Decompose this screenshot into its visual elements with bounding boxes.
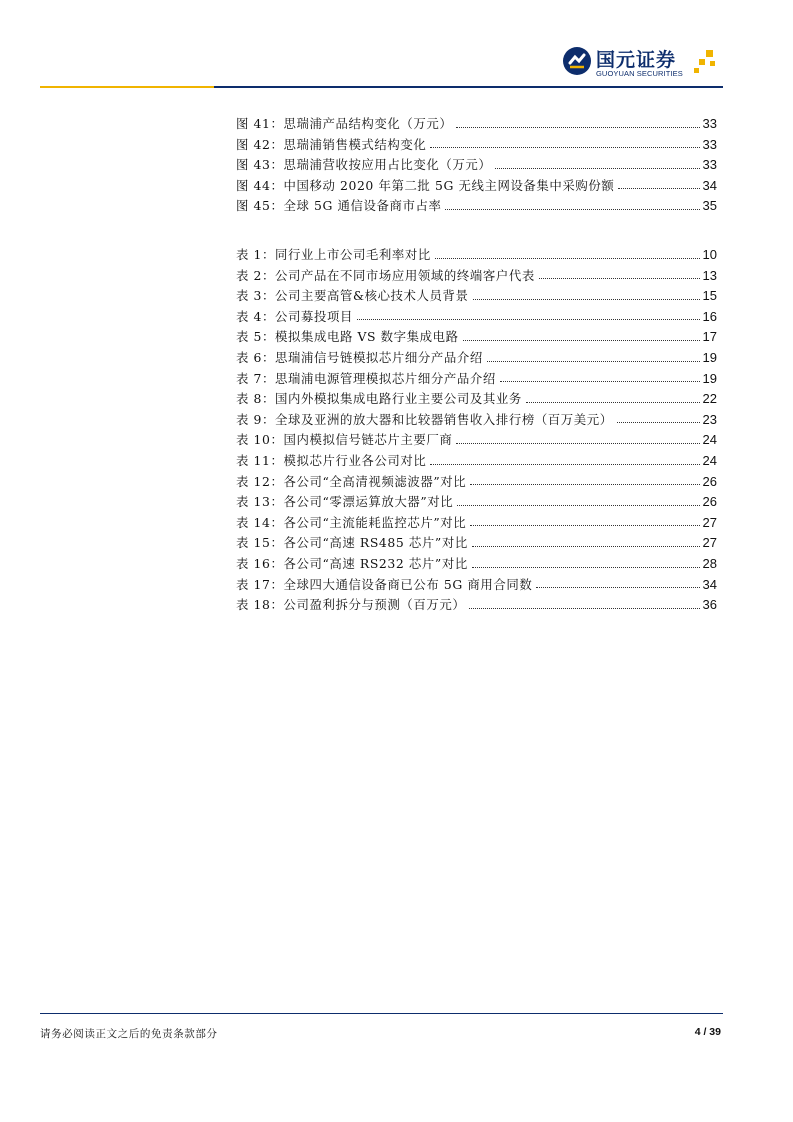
table-entry-label: 表 7：思瑞浦电源管理模拟芯片细分产品介绍 [236, 370, 496, 386]
guoyuan-logo-icon [562, 46, 592, 76]
table-entry[interactable] [236, 348, 717, 369]
dot-leader [456, 126, 699, 128]
table-entry[interactable] [236, 410, 717, 431]
footer-rule [40, 1013, 723, 1014]
figure-entry-page: 33 [702, 157, 717, 173]
table-entry[interactable] [236, 554, 717, 575]
dot-leader [500, 380, 700, 382]
table-entry[interactable] [236, 307, 717, 328]
table-list [236, 245, 717, 616]
table-entry-page: 23 [702, 411, 717, 427]
table-entry[interactable] [236, 286, 717, 307]
table-entry-label: 表 16：各公司“高速 RS232 芯片”对比 [236, 555, 468, 571]
figure-entry-label: 图 42：思瑞浦销售模式结构变化 [236, 136, 427, 152]
table-entry[interactable] [236, 472, 717, 493]
logo-chinese-name: 国元证券 [596, 49, 677, 71]
table-entry-page: 10 [702, 247, 717, 262]
figure-entry[interactable] [236, 196, 717, 217]
table-entry-label: 表 12：各公司“全高清视频滤波器”对比 [236, 473, 467, 489]
table-entry-label: 表 1：同行业上市公司毛利率对比 [236, 247, 431, 262]
table-entry[interactable] [236, 513, 717, 534]
table-entry-page: 28 [702, 555, 717, 571]
dot-leader [469, 607, 699, 609]
table-entry-page: 16 [702, 308, 717, 324]
dot-leader [539, 277, 700, 279]
figure-entry[interactable] [236, 176, 717, 197]
table-entry-page: 34 [702, 576, 717, 592]
figure-entry[interactable] [236, 155, 717, 176]
table-entry-page: 36 [702, 597, 717, 613]
table-entry-label: 表 17：全球四大通信设备商已公布 5G 商用合同数 [236, 576, 533, 592]
figure-entry[interactable] [236, 114, 717, 135]
dot-leader [445, 208, 699, 210]
figure-entry-label: 图 44：中国移动 2020 年第二批 5G 无线主网设备集中采购份额 [236, 177, 615, 193]
dot-leader [357, 318, 700, 320]
table-entry[interactable] [236, 430, 717, 451]
logo-english-name: GUOYUAN SECURITIES [596, 69, 683, 78]
table-entry-page: 27 [702, 514, 717, 530]
table-entry-label: 表 4：公司募投项目 [236, 308, 353, 324]
dot-leader [472, 545, 700, 547]
dot-leader [430, 463, 699, 465]
table-entry-label: 表 5：模拟集成电路 VS 数字集成电路 [236, 329, 459, 345]
figure-entry-page: 33 [702, 116, 717, 131]
page-number: 4 / 39 [694, 1026, 721, 1038]
dot-leader [618, 187, 699, 189]
header-rule-gold [40, 86, 214, 88]
table-entry-label: 表 13：各公司“零漂运算放大器”对比 [236, 494, 454, 510]
dot-leader [463, 339, 700, 341]
table-entry-label: 表 15：各公司“高速 RS485 芯片”对比 [236, 535, 468, 551]
dot-leader [536, 586, 699, 588]
table-entry-label: 表 14：各公司“主流能耗监控芯片”对比 [236, 514, 467, 530]
table-entry[interactable] [236, 266, 717, 287]
table-entry[interactable] [236, 492, 717, 513]
dot-leader [470, 524, 699, 526]
table-entry-page: 13 [702, 267, 717, 283]
figure-entry-label: 图 43：思瑞浦营收按应用占比变化（万元） [236, 157, 492, 173]
footer-disclaimer: 请务必阅读正文之后的免责条款部分 [40, 1028, 218, 1040]
dot-leader [495, 167, 699, 169]
table-entry-label: 表 6：思瑞浦信号链模拟芯片细分产品介绍 [236, 349, 483, 365]
table-entry-label: 表 8：国内外模拟集成电路行业主要公司及其业务 [236, 391, 522, 407]
figure-entry[interactable] [236, 135, 717, 156]
table-entry[interactable] [236, 245, 717, 266]
dot-leader [470, 483, 699, 485]
table-entry[interactable] [236, 451, 717, 472]
table-entry-page: 15 [702, 288, 717, 304]
dot-leader [473, 298, 700, 300]
figure-entry-page: 33 [702, 136, 717, 152]
company-logo [562, 44, 732, 80]
dot-leader [526, 401, 700, 403]
table-entry-page: 26 [702, 494, 717, 510]
table-entry-label: 表 11：模拟芯片行业各公司对比 [236, 452, 427, 468]
table-entry-page: 27 [702, 535, 717, 551]
table-entry-page: 24 [702, 452, 717, 468]
table-entry-label: 表 18：公司盈利拆分与预测（百万元） [236, 597, 466, 613]
dot-leader [456, 442, 699, 444]
header-rule-navy [214, 86, 723, 88]
dot-leader [472, 566, 700, 568]
dot-leader [617, 421, 700, 423]
dot-leader [435, 257, 700, 259]
figure-entry-label: 图 45：全球 5G 通信设备商市占率 [236, 198, 442, 214]
table-entry[interactable] [236, 575, 717, 596]
figure-entry-label: 图 41：思瑞浦产品结构变化（万元） [236, 116, 453, 131]
dot-leader [457, 504, 699, 506]
table-entry-page: 26 [702, 473, 717, 489]
figure-entry-page: 34 [702, 177, 717, 193]
dot-leader [430, 146, 699, 148]
table-entry-label: 表 2：公司产品在不同市场应用领域的终端客户代表 [236, 267, 535, 283]
table-entry-page: 19 [702, 370, 717, 386]
dot-leader [487, 360, 700, 362]
table-entry[interactable] [236, 533, 717, 554]
table-entry-label: 表 9：全球及亚洲的放大器和比较器销售收入排行榜（百万美元） [236, 411, 613, 427]
table-entry-page: 24 [702, 432, 717, 448]
logo-decoration-icon [692, 48, 720, 76]
table-entry[interactable] [236, 327, 717, 348]
table-entry-label: 表 10：国内模拟信号链芯片主要厂商 [236, 432, 453, 448]
table-entry[interactable] [236, 595, 717, 616]
table-entry-label: 表 3：公司主要高管&核心技术人员背景 [236, 288, 469, 304]
figure-list [236, 114, 717, 217]
figure-entry-page: 35 [702, 198, 717, 214]
table-entry-page: 19 [702, 349, 717, 365]
table-entry-page: 22 [702, 391, 717, 407]
table-entry-page: 17 [702, 329, 717, 345]
table-entry[interactable] [236, 389, 717, 410]
table-entry[interactable] [236, 369, 717, 390]
